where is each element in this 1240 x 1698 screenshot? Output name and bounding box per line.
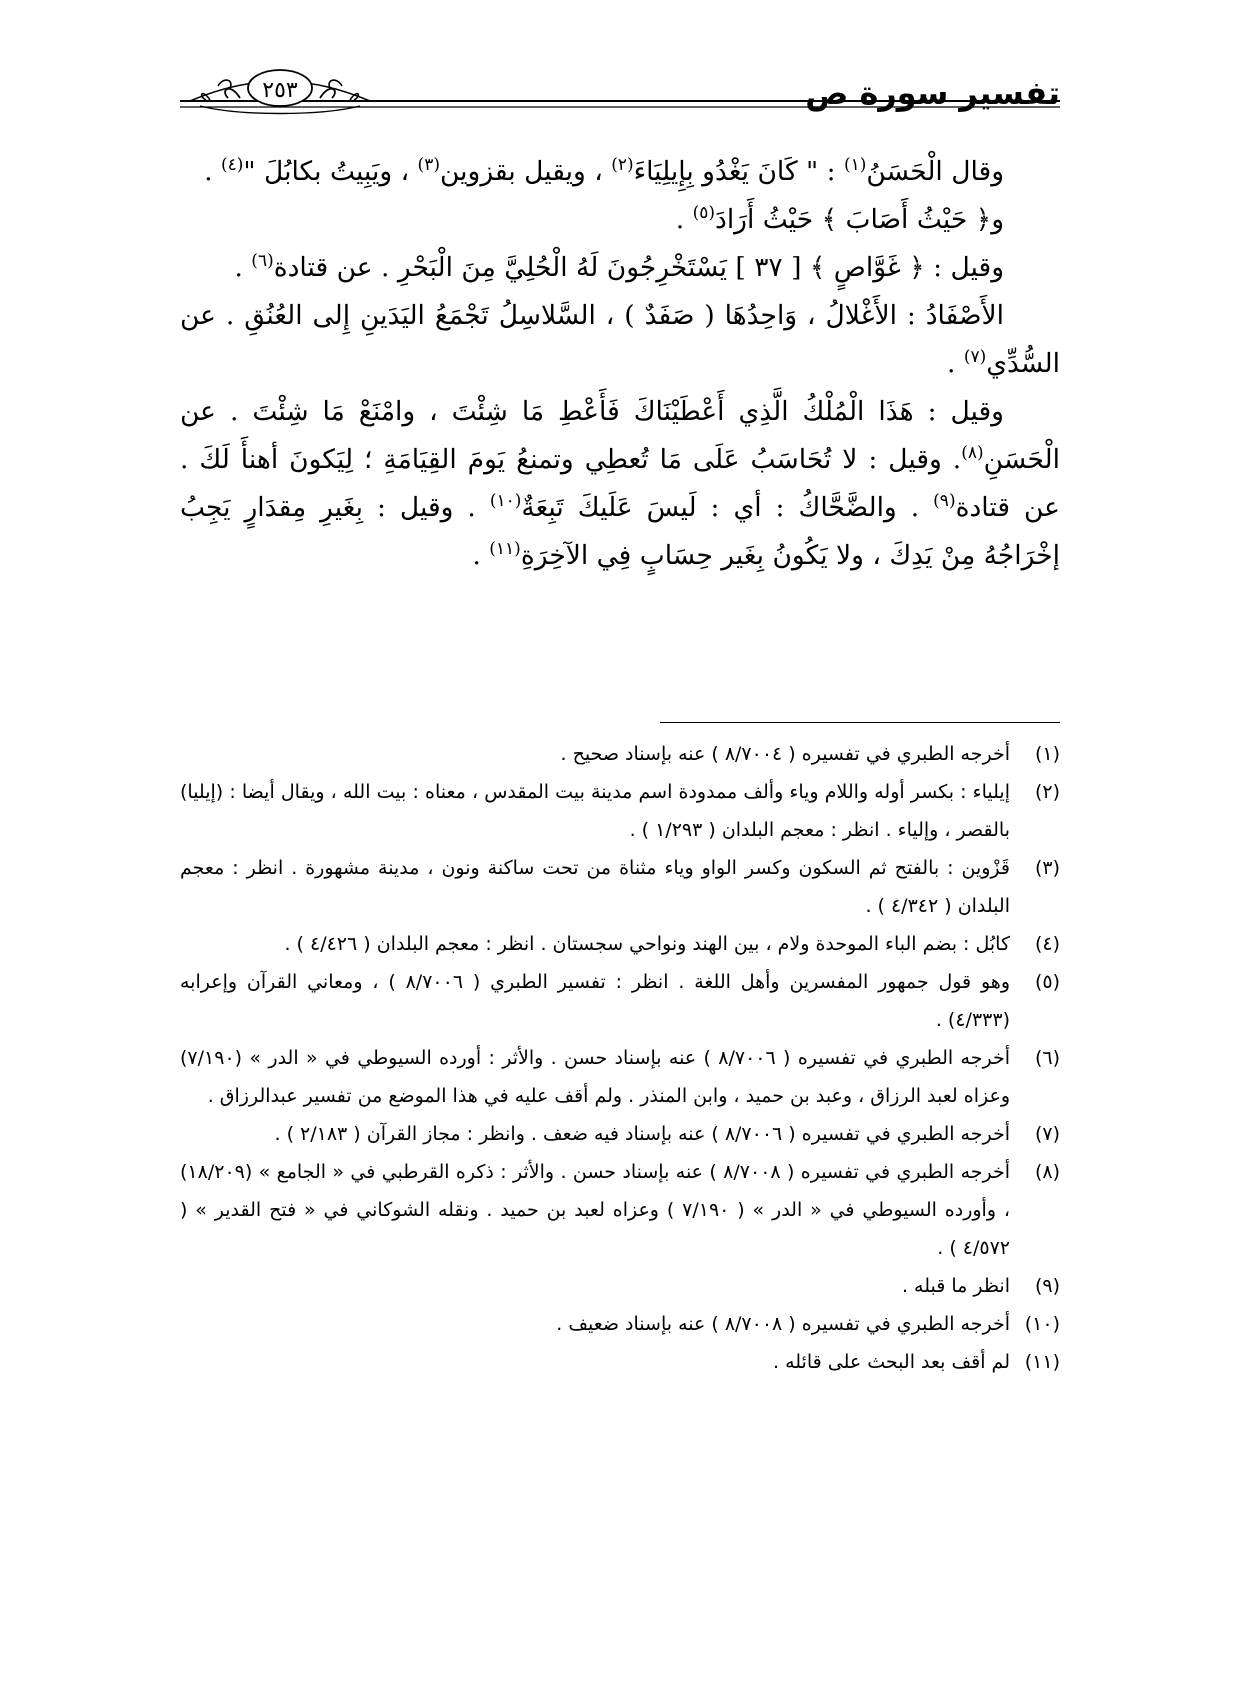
footnote-item [180, 1343, 1060, 1381]
footnote-number: (٢) [1034, 781, 1060, 803]
footnote-number: (٧) [1034, 1123, 1060, 1145]
footnote-reference: (٤) [220, 155, 244, 176]
footnote-number: (١٠) [1024, 1313, 1060, 1335]
footnote-item [180, 1039, 1060, 1115]
text-segment: . [472, 540, 490, 571]
footnote-reference: (٣) [417, 155, 440, 176]
text-segment: . وقيل : بِغَيرِ مِقدَارٍ يَجِبُ إخْرَاجُهُ مِنْ يَدِكَ ، ولا يَكُونُ بِغَير حِسَابٍ فِي الآخِرَةِ [180, 492, 1060, 571]
body-paragraph [180, 388, 1060, 580]
footnote-text: قَزْوين : بالفتح ثم السكون وكسر الواو وياء مثناة من تحت ساكنة ونون ، مدينة مشهورة . انظر : معجم البلدان ( ٤/٣٤٢ ) . [180, 857, 1010, 917]
text-segment: . وقيل : لا تُحَاسَبُ عَلَى مَا تُعطِي وتمنعُ يَومَ القِيَامَةِ ؛ لِيَكونَ أهنأَ لَكَ . عن قتادة [180, 444, 1060, 523]
running-title: تفسير سورة ص [805, 74, 1060, 112]
footnote-item [180, 1153, 1060, 1267]
footnote-number: (٨) [1034, 1161, 1060, 1183]
footnote-text: إيلياء : بكسر أوله واللام وياء وألف ممدودة اسم مدينة بيت المقدس ، معناه : بيت الله ، ويقال أيضا : (إيليا) بالقصر ، وإلياء . انظر : معجم البلدان ( ١/٢٩٣ ) . [180, 781, 1010, 841]
text-segment: . [675, 204, 693, 235]
footnote-text: أخرجه الطبري في تفسيره ( ٨/٧٠٠٨ ) عنه بإسناد حسن . والأثر : ذكره القرطبي في « الجامع » (١٨/٢٠٩) ، وأورده السيوطي في « الدر » ( ٧/١٩٠ ) وعزاه لعبد بن حميد . ونقله الشوكاني في « فتح القدير » ( ٤/٥٧٢ ) . [180, 1161, 1011, 1259]
footnote-item [180, 849, 1060, 925]
body-paragraph [180, 292, 1060, 388]
text-segment: وقيل : هَذَا الْمُلْكُ الَّذِي أَعْطَيْنَاكَ فَأَعْطِ مَا شِئْتَ ، وامْنَعْ مَا شِئْتَ . عن الْحَسَنِ [180, 396, 1060, 475]
footnote-item [180, 925, 1060, 963]
footnote-item [180, 773, 1060, 849]
text-segment: وقيل : ﴿ غَوَّاصٍ ﴾ [ ٣٧ ] يَسْتَخْرِجُونَ لَهُ الْحُلِيَّ مِنَ الْبَحْرِ . عن قتادة [273, 252, 1004, 283]
footnote-number: (١) [1034, 743, 1060, 765]
footnote-text: وهو قول جمهور المفسرين وأهل اللغة . انظر : تفسير الطبري ( ٨/٧٠٠٦ ) ، ومعاني القرآن وإعرابه (٤/٣٣٣) . [180, 971, 1010, 1031]
footnote-item [180, 735, 1060, 773]
footnote-text: أخرجه الطبري في تفسيره ( ٨/٧٠٠٦ ) عنه بإسناد فيه ضعف . وانظر : مجاز القرآن ( ٢/١٨٣ ) . [274, 1123, 1010, 1145]
text-segment: الأَصْفَادُ : الأَغْلالُ ، وَاحِدُهَا ( صَفَدٌ ) ، السَّلاسِلُ تَجْمَعُ اليَدَينِ إِلى العُنُقِ . عن السُّدِّي [180, 300, 1060, 379]
footnote-item [180, 963, 1060, 1039]
footnote-number: (٩) [1034, 1275, 1060, 1297]
footnote-reference: (٥) [692, 203, 716, 224]
footnotes [180, 735, 1060, 1381]
footnote-reference: (٢) [611, 155, 634, 176]
footnote-reference: (١٠) [489, 491, 522, 512]
footnote-reference: (٩) [933, 491, 956, 512]
footnote-number: (٦) [1034, 1047, 1060, 1069]
text-segment: وقال الْحَسَنُ [866, 156, 1004, 187]
footnote-reference: (١) [844, 155, 867, 176]
footnote-text: أخرجه الطبري في تفسيره ( ٨/٧٠٠٦ ) عنه بإسناد حسن . والأثر : أورده السيوطي في « الدر » (٧/١٩٠) وعزاه لعبد الرزاق ، وعبد بن حميد ، وابن المنذر . ولم أقف عليه في هذا الموضع من تفسير عبدالرزاق . [180, 1047, 1010, 1107]
footnote-text: كابُل : بضم الباء الموحدة ولام ، بين الهند ونواحي سجستان . انظر : معجم البلدان ( ٤/٤٢٦ ) . [284, 933, 1010, 955]
text-segment: : " كَانَ يَغْدُو بِإِيلِيَاءَ [633, 156, 844, 187]
footnote-item [180, 1267, 1060, 1305]
page-header [180, 60, 1060, 140]
footnote-item [180, 1305, 1060, 1343]
main-text [180, 148, 1060, 580]
body-paragraph [180, 196, 1060, 244]
footnote-reference: (٧) [963, 347, 987, 368]
footnote-reference: (١١) [489, 539, 521, 560]
text-segment: . [946, 348, 964, 379]
footnote-number: (١١) [1024, 1351, 1060, 1373]
footnote-reference: (٨) [961, 443, 984, 464]
body-paragraph [180, 148, 1060, 196]
text-segment: و﴿ حَيْثُ أَصَابَ ﴾ حَيْثُ أَرَادَ [715, 204, 1004, 235]
page-number: ٢٥٣ [262, 78, 298, 103]
footnote-number: (٣) [1034, 857, 1060, 879]
footnote-text: لم أقف بعد البحث على قائله . [773, 1351, 1010, 1373]
footnote-item [180, 1115, 1060, 1153]
body-paragraph [180, 244, 1060, 292]
text-segment: ، ويقيل بقزوين [439, 156, 612, 187]
footnote-text: أخرجه الطبري في تفسيره ( ٨/٧٠٠٤ ) عنه بإسناد صحيح . [560, 743, 1010, 765]
footnote-reference: (٦) [251, 251, 274, 272]
text-segment: . [204, 156, 221, 187]
footnote-number: (٥) [1034, 971, 1060, 993]
footnote-text: أخرجه الطبري في تفسيره ( ٨/٧٠٠٨ ) عنه بإسناد ضعيف . [556, 1313, 1010, 1335]
text-segment: . [234, 252, 252, 283]
footnote-text: انظر ما قبله . [901, 1275, 1010, 1297]
text-segment: . والضَّحَّاكُ : أي : لَيسَ عَلَيكَ تَبِعَةٌ [521, 492, 934, 523]
text-segment: ، ويَبِيتُ بكابُلَ " [243, 156, 418, 187]
footnote-number: (٤) [1034, 933, 1060, 955]
